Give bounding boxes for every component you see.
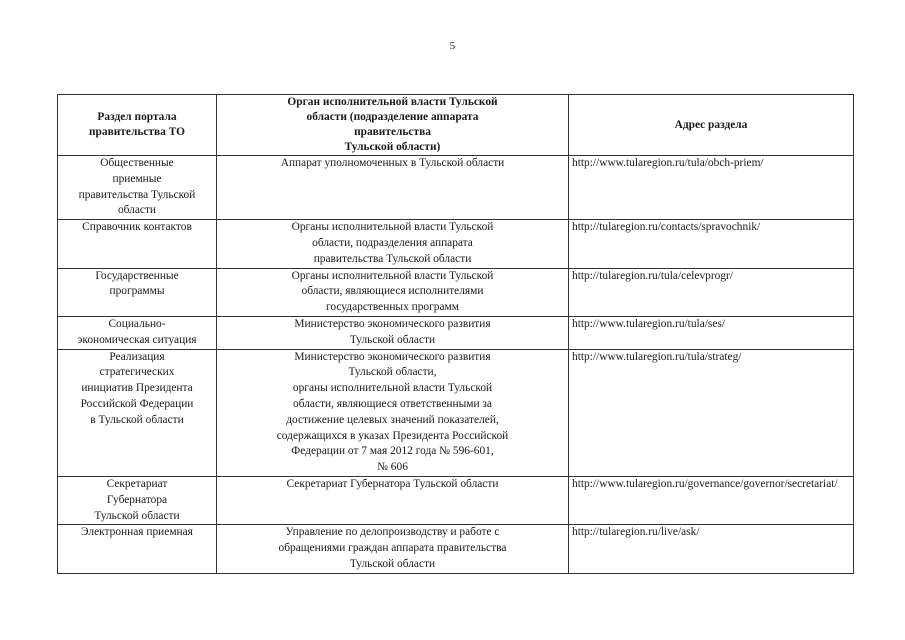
cell-line: приемные — [112, 172, 162, 185]
header-address-line: Адрес раздела — [674, 118, 748, 131]
cell-line: обращениями граждан аппарата правительства — [278, 542, 507, 555]
cell-organ — [217, 268, 569, 316]
cell-line: Федерации от 7 мая 2012 года № 596-601, — [291, 445, 494, 458]
table-row — [58, 476, 854, 524]
cell-line: Тульской области, — [348, 366, 437, 379]
cell-line: Органы исполнительной власти Тульской — [291, 221, 494, 234]
cell-line: Электронная приемная — [81, 526, 193, 539]
cell-line: инициатив Президента — [81, 382, 193, 395]
table-header-row — [58, 95, 854, 156]
cell-line: правительства Тульской области — [313, 252, 472, 265]
cell-address: http://www.tularegion.ru/tula/ses/ — [569, 316, 854, 349]
cell-line: Органы исполнительной власти Тульской — [291, 269, 494, 282]
cell-address: http://tularegion.ru/tula/celevprogr/ — [569, 268, 854, 316]
cell-line: Российской Федерации — [80, 397, 194, 410]
cell-address: http://www.tularegion.ru/governance/governor/secretariat/ — [569, 476, 854, 524]
cell-line: Справочник контактов — [82, 221, 192, 234]
cell-line: № 606 — [377, 461, 408, 474]
header-section — [58, 95, 217, 156]
header-address — [569, 95, 854, 156]
page-number: 5 — [449, 40, 456, 52]
cell-organ — [217, 316, 569, 349]
cell-line: области, являющиеся исполнителями — [301, 285, 484, 298]
cell-section — [58, 268, 217, 316]
cell-organ — [217, 220, 569, 268]
cell-organ — [217, 525, 569, 573]
header-organ-line: Тульской области) — [344, 141, 441, 153]
portal-sections-table — [57, 94, 854, 574]
table-row — [58, 268, 854, 316]
cell-line: в Тульской области — [90, 413, 184, 426]
cell-section — [58, 525, 217, 573]
cell-section — [58, 220, 217, 268]
cell-line: Социально- — [108, 317, 166, 330]
table-row — [58, 156, 854, 220]
cell-address: http://www.tularegion.ru/tula/strateg/ — [569, 349, 854, 476]
cell-line: Общественные — [100, 157, 174, 169]
cell-line: органы исполнительной власти Тульской — [292, 382, 493, 395]
header-section-line: правительства ТО — [88, 126, 186, 138]
cell-line: Тульской области — [349, 333, 436, 346]
header-organ-line: Орган исполнительной власти Тульской — [287, 96, 498, 108]
cell-line: Аппарат уполномоченных в Тульской области — [280, 157, 505, 169]
cell-section — [58, 316, 217, 349]
cell-line: Управление по делопроизводству и работе с — [285, 526, 500, 539]
cell-line: государственных программ — [326, 301, 459, 314]
cell-address: http://tularegion.ru/contacts/spravochnik/ — [569, 220, 854, 268]
header-organ-line: правительства — [354, 126, 431, 138]
cell-line: достижение целевых значений показателей, — [286, 413, 499, 426]
cell-line: Министерство экономического развития — [294, 317, 491, 330]
cell-address: http://tularegion.ru/live/ask/ — [569, 525, 854, 573]
header-section-line: Раздел портала — [97, 111, 177, 123]
cell-line: Государственные — [95, 269, 179, 282]
cell-line: области — [117, 204, 157, 217]
cell-address: http://www.tularegion.ru/tula/obch-priem/ — [569, 156, 854, 220]
cell-line: стратегических — [99, 366, 175, 379]
cell-line: области, являющиеся ответственными за — [293, 397, 492, 410]
table-row — [58, 316, 854, 349]
cell-organ — [217, 156, 569, 220]
cell-line: содержащихся в указах Президента Российской — [276, 429, 509, 442]
table-row — [58, 349, 854, 476]
cell-organ — [217, 349, 569, 476]
cell-line: области, подразделения аппарата — [312, 236, 473, 249]
header-organ — [217, 95, 569, 156]
cell-line: Секретариат — [106, 477, 168, 490]
table-row — [58, 220, 854, 268]
cell-section — [58, 476, 217, 524]
cell-line: Министерство экономического развития — [294, 350, 491, 363]
table-row — [58, 525, 854, 573]
cell-section — [58, 156, 217, 220]
cell-line: экономическая ситуация — [77, 333, 197, 346]
cell-section — [58, 349, 217, 476]
cell-line: Тульской области — [349, 557, 436, 570]
cell-line: Тульской области — [94, 509, 180, 522]
cell-line: Губернатора — [106, 493, 168, 506]
cell-line: правительства Тульской — [78, 188, 196, 201]
cell-line: Секретариат Губернатора Тульской области — [286, 477, 499, 490]
cell-organ — [217, 476, 569, 524]
cell-line: Реализация — [109, 350, 165, 363]
cell-line: программы — [109, 285, 165, 298]
header-organ-line: области (подразделение аппарата — [306, 111, 479, 123]
